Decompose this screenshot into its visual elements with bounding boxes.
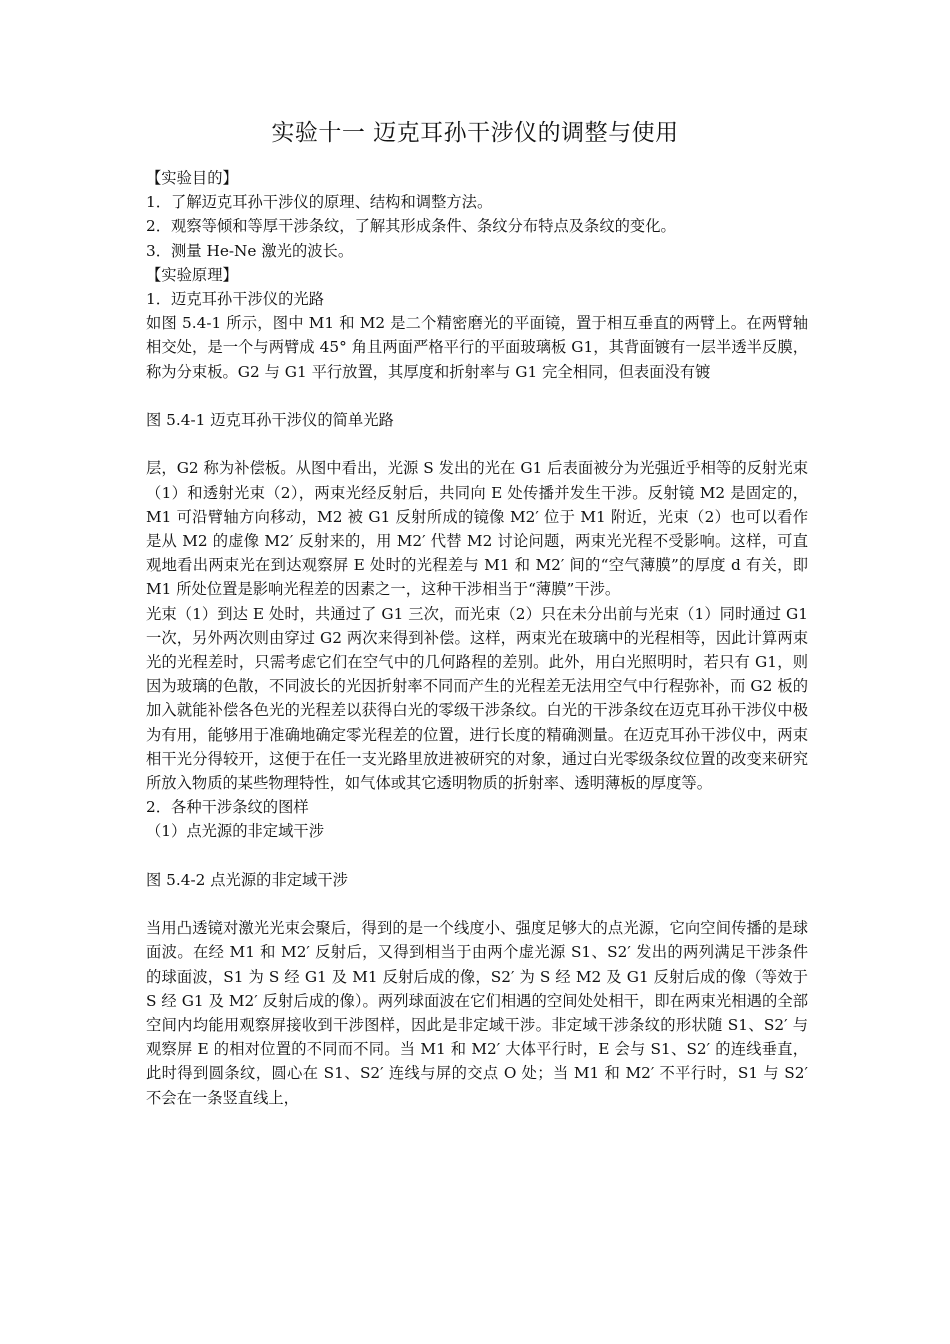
- blank-line: [146, 892, 808, 916]
- paragraph-2: 层，G2 称为补偿板。从图中看出，光源 S 发出的光在 G1 后表面被分为光强近乎相等的反射光束（1）和透射光束（2），两束光经反射后，共同向 E 处传播并发生干涉。反射镜 M2 是固定的，M1 可沿臂轴方向移动，M2 被 G1 反射所成的镜像 M2′ 位于 M1 附近，光束（2）也可以看作是从 M2 的虚像 M2′ 反射来的，用 M2′ 代替 M2 讨论问题，两束光光程不受影响。这样，可直观地看出两束光在到达观察屏 E 处时的光程差与 M1 和 M2′ 间的“空气薄膜”的厚度 d 有关，即 M1 所处位置是影响光程差的因素之一，这种干涉相当于“薄膜”干涉。: [146, 459, 808, 599]
- page-title: 实验十一 迈克耳孙干涉仪的调整与使用: [271, 120, 679, 146]
- subsection-1-heading: 1．迈克耳孙干涉仪的光路: [146, 290, 324, 309]
- purpose-heading: 【实验目的】: [146, 169, 238, 187]
- figure-caption-5-4-2: 图 5.4-2 点光源的非定域干涉: [146, 870, 348, 889]
- figure-caption-5-4-1: 图 5.4-1 迈克耳孙干涉仪的简单光路: [146, 411, 394, 430]
- paragraph-3: 光束（1）到达 E 处时，共通过了 G1 三次，而光束（2）只在未分出前与光束（1）同时通过 G1 一次，另外两次则由穿过 G2 两次来得到补偿。这样，两束光在玻璃中的光程相等，因此计算两束光的光程差时，只需考虑它们在空气中的几何路程的差别。此外，用白光照明时，若只有 G1，则因为玻璃的色散，不同波长的光因折射率不同而产生的光程差无法用空气中行程弥补，而 G2 板的加入就能补偿各色光的光程差以获得白光的零级干涉条纹。白光的干涉条纹在迈克耳孙干涉仪中极为有用，能够用于准确地确定零光程差的位置，进行长度的精确测量。在迈克耳孙干涉仪中，两束相干光分得较开，这便于在任一支光路里放进被研究的对象，通过白光零级条纹位置的改变来研究所放入物质的某些物理特性，如气体或其它透明物质的折射率、透明薄板的厚度等。: [146, 604, 808, 793]
- subsection-2-heading: 2．各种干涉条纹的图样: [146, 798, 309, 817]
- blank-line: [146, 432, 808, 456]
- paragraph-1: 如图 5.4-1 所示，图中 M1 和 M2 是二个精密磨光的平面镜，置于相互垂直的两臂上。在两臂轴相交处，是一个与两臂成 45° 角且两面严格平行的平面玻璃板 G1，其背面镀有一层半透半反膜，称为分束板。G2 与 G1 平行放置，其厚度和折射率与 G1 完全相同，但表面没有镀: [146, 314, 808, 381]
- blank-line: [146, 384, 808, 408]
- purpose-item-2: 2．观察等倾和等厚干涉条纹，了解其形成条件、条纹分布特点及条纹的变化。: [146, 217, 676, 236]
- document-body: [146, 166, 808, 1110]
- paragraph-4: 当用凸透镜对激光光束会聚后，得到的是一个线度小、强度足够大的点光源，它向空间传播的是球面波。在经 M1 和 M2′ 反射后，又得到相当于由两个虚光源 S1、S2′ 发出的两列满足干涉条件的球面波，S1 为 S 经 G1 及 M1 反射后成的像，S2′ 为 S 经 M2 及 G1 反射后成的像（等效于 S 经 G1 及 M2′ 反射后成的像）。两列球面波在它们相遇的空间处处相干，即在两束光相遇的全部空间内均能用观察屏接收到干涉图样，因此是非定域干涉。非定域干涉条纹的形状随 S1、S2′ 与观察屏 E 的相对位置的不同而不同。当 M1 和 M2′ 大体平行时，E 会与 S1、S2′ 的连线垂直，此时得到圆条纹，圆心在 S1、S2′ 连线与屏的交点 O 处；当 M1 和 M2′ 不平行时，S1 与 S2′ 不会在一条竖直线上，: [146, 919, 808, 1107]
- purpose-item-3: 3．测量 He-Ne 激光的波长。: [146, 241, 354, 260]
- principle-heading: 【实验原理】: [146, 265, 238, 284]
- subsection-2-1-heading: （1）点光源的非定域干涉: [146, 822, 324, 841]
- blank-line: [146, 844, 808, 868]
- purpose-item-1: 1．了解迈克耳孙干涉仪的原理、结构和调整方法。: [146, 193, 493, 212]
